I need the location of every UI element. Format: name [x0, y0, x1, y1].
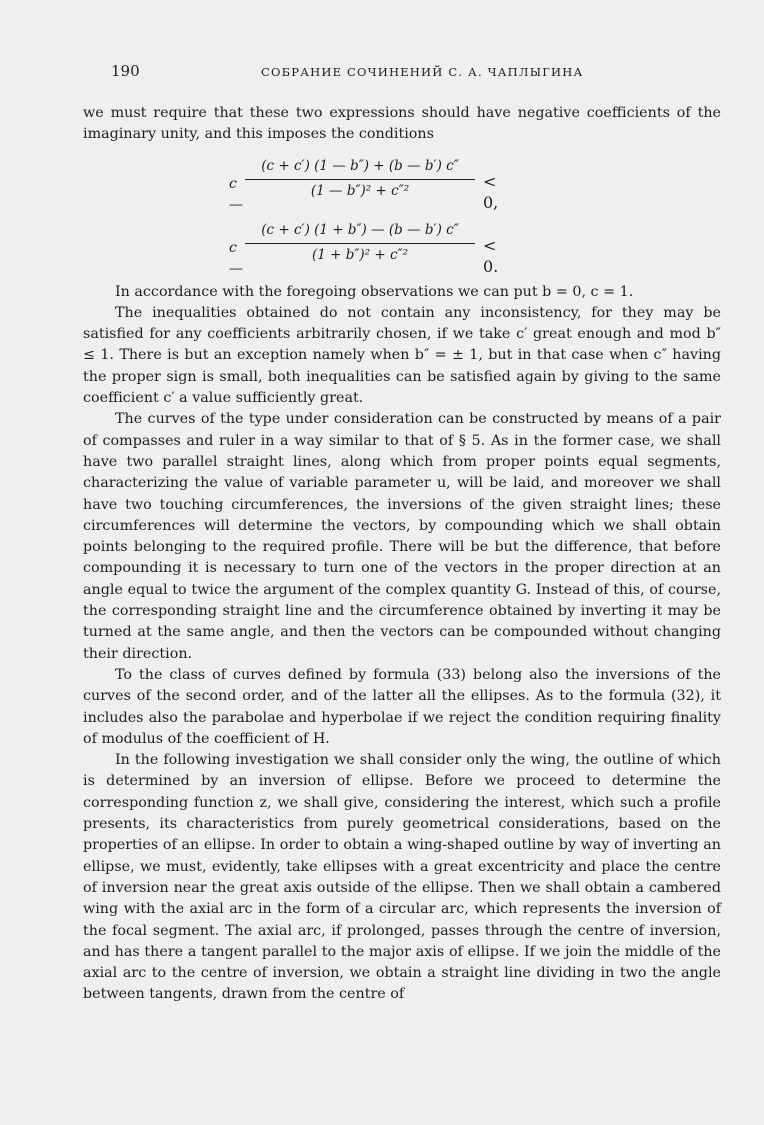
running-head: СОБРАНИЕ СОЧИНЕНИЙ С. А. ЧАПЛЫГИНА — [261, 65, 584, 79]
page-header — [111, 62, 711, 86]
formula-block — [83, 146, 721, 282]
intro-paragraph: we must require that these two expressions should have negative coefficients of the imaginary unity, and this imposes the conditions — [83, 105, 721, 143]
numerator: (c + c′) (1 — b″) + (b — b′) c″ — [261, 157, 459, 174]
fraction — [245, 220, 475, 267]
page-number: 190 — [111, 62, 140, 80]
numerator: (c + c′) (1 + b″) — (b — b′) c″ — [261, 221, 459, 238]
relation: < 0. — [483, 235, 499, 276]
paragraph: In the following investigation we shall consider only the wing, the outline of which is determined by an inversion of ellipse. Before we proceed to determine the corresponding function z, we shall give, considering the interest, which such a profile presents, its characteristics from purely geometrical considerations, based on the properties of an ellipse. In order to obtain a wing-shaped outline by way of inverting an ellipse, we must, evidently, take ellipses with a great excentricity and place the centre of inversion near the great axis outside of the ellipse. Then we shall obtain a cambered wing with the axial arc in the form of a circular arc, which represents the inversion of the focal segment. The axial arc, if prolonged, passes through the centre of inversion, and has there a tangent parallel to the major axis of ellipse. If we join the middle of the axial arc to the centre of inversion, we obtain a straight line dividing in two the angle between tangents, drawn from the centre of — [83, 752, 721, 1003]
paragraph: In accordance with the foregoing observations we can put b = 0, c = 1. — [115, 283, 634, 300]
body-text — [83, 103, 721, 1006]
denominator: (1 + b″)² + c″² — [245, 243, 475, 266]
formula-lead: c — — [229, 175, 243, 213]
paragraph: The curves of the type under consideration can be constructed by means of a pair of compasses and ruler in a way similar to that of § 5. As in the former case, we shall have two parallel straight lines, along which from proper points equal segments, characterizing the value of variable parameter u, will be laid, and moreover we shall have two touching circumferences, the inversions of the given straight lines; these circumferences will determine the vectors, by compounding which we shall obtain points belonging to the required profile. There will be but the difference, that before compounding it is necessary to turn one of the vectors in the proper direction at an angle equal to twice the argument of the complex quantity G. Instead of this, of course, the corresponding straight line and the circumference obtained by inverting it may be turned at the same angle, and then the vectors can be compounded without changing their direction. — [83, 411, 721, 662]
relation: < 0, — [483, 171, 499, 212]
formula-lead: c — — [229, 239, 243, 277]
denominator: (1 — b″)² + c″² — [245, 179, 475, 202]
paragraph: To the class of curves defined by formula (33) belong also the inversions of the curves of the second order, and of the latter all the ellipses. As to the formula (32), it includes also the parabolae and hyperbolae if we reject the condition requiring finality of modulus of the coefficient of H. — [83, 666, 721, 747]
fraction — [245, 156, 475, 203]
paragraph: The inequalities obtained do not contain any inconsistency, for they may be satisfied for any coefficients arbitrarily chosen, if we take c′ great enough and mod b″ ≤ 1. There is but an exception namely when b″ = ± 1, but in that case when c″ having the proper sign is small, both inequalities can be satisfied again by giving to the same coefficient c′ a value sufficiently great. — [83, 304, 721, 407]
